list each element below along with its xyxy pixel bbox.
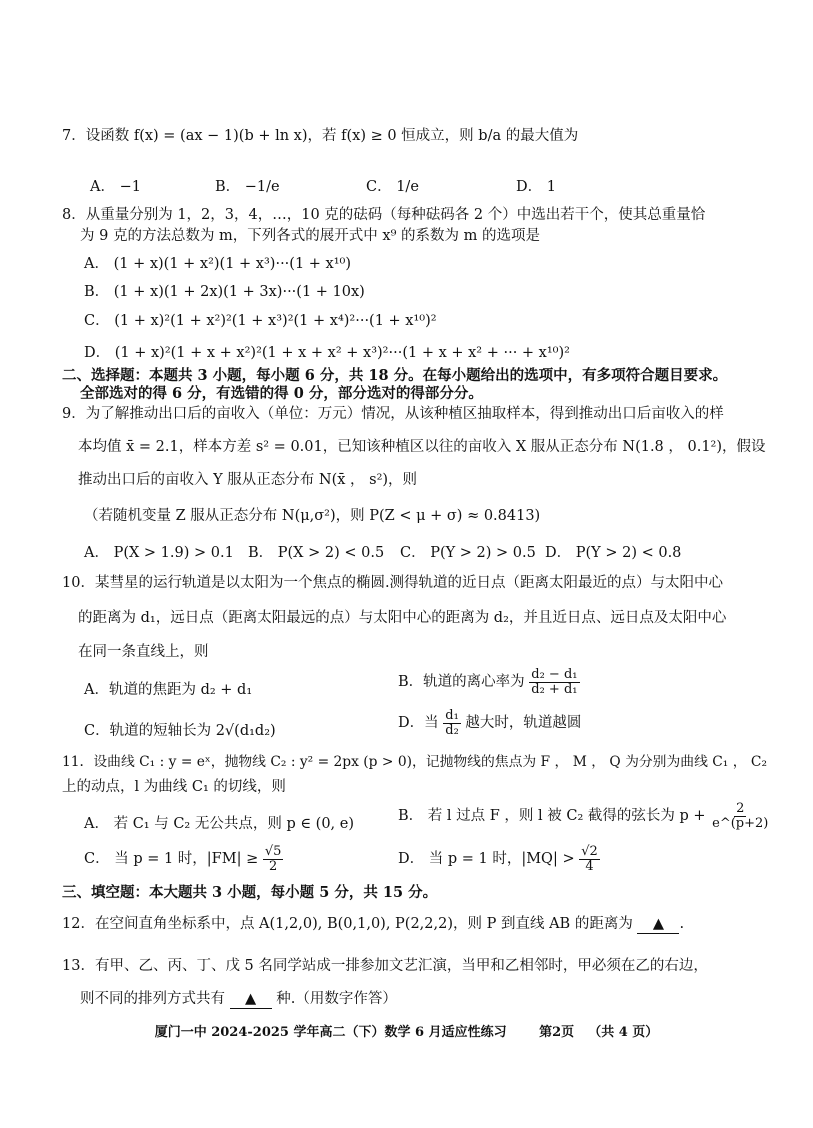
section2-header-line1: 二、选择题：本题共 3 小题，每小题 6 分，共 18 分。在每小题给出的选项中，有多项符合题目要求。: [62, 367, 728, 384]
q10-option-b-fraction: [529, 668, 579, 696]
q9-option-b: B． P(X > 2) < 0.5: [248, 545, 385, 561]
q8-stem-line2: 为 9 克的方法总数为 m，下列各式的展开式中 x⁹ 的系数为 m 的选项是: [80, 228, 540, 244]
q11-option-c: [84, 845, 283, 873]
q8-option-a: A． (1 + x)(1 + x²)(1 + x³)···(1 + x¹⁰): [84, 256, 351, 272]
q10-option-b: [398, 668, 580, 696]
q7-option-d: D． 1: [516, 179, 556, 195]
q12-end: .: [679, 916, 685, 932]
q11-option-b-numerator: 2: [736, 801, 745, 816]
q9-line2: 本均值 x̄ = 2.1，样本方差 s² = 0.01，已知该种植区以往的亩收入 X 服从正态分布 N(1.8 ， 0.1²)，假设: [78, 439, 766, 455]
q10-line3: 在同一条直线上，则: [78, 644, 209, 660]
q12-text: 12．在空间直角坐标系中，点 A(1,2,0), B(0,1,0), P(2,2,2)，则 P 到直线 AB 的距离为: [62, 916, 633, 932]
q10-line2: 的距离为 d₁，远日点（距离太阳最远的点）与太阳中心的距离为 d₂，并且近日点、远日点及太阳中心: [78, 610, 727, 626]
q9-line1: 9．为了解推动出口后的亩收入（单位：万元）情况，从该种植区抽取样本，得到推动出口后亩收入的样: [62, 406, 724, 422]
q10-line1: 10．某彗星的运行轨道是以太阳为一个焦点的椭圆.测得轨道的近日点（距离太阳最近的点）与太阳中心: [62, 575, 724, 591]
q10-option-d: [398, 709, 581, 737]
q11-option-a: A． 若 C₁ 与 C₂ 无公共点，则 p ∈ (0, e): [84, 816, 355, 832]
q12-line: [62, 916, 684, 934]
q7-option-a: A． −1: [90, 179, 141, 195]
q10-option-a: A．轨道的焦距为 d₂ + d₁: [84, 682, 253, 698]
q11-line1: 11．设曲线 C₁ : y = eˣ，抛物线 C₂ : y² = 2px (p > 0)，记抛物线的焦点为 F ， M ， Q 为分别为曲线 C₁ ， C₂: [62, 754, 767, 770]
q11-line2: 上的动点，l 为曲线 C₁ 的切线，则: [62, 779, 286, 795]
q7-option-b: B． −1/e: [215, 179, 280, 195]
q10-option-d-fraction: [443, 709, 461, 737]
q11-option-b-text: B． 若 l 过点 F ，则 l 被 C₂ 截得的弦长为 p +: [398, 808, 706, 825]
q13-line2: [80, 991, 397, 1009]
q13-line2-post: 种.（用数字作答）: [276, 991, 397, 1007]
footer-total-pages: （共 4 页）: [588, 1025, 659, 1040]
q12-answer-blank[interactable]: ▲: [637, 916, 679, 934]
footer-title: 厦门一中 2024-2025 学年高二（下）数学 6 月适应性练习: [154, 1025, 507, 1040]
q13-line1: 13．有甲、乙、丙、丁、戊 5 名同学站成一排参加文艺汇演，当甲和乙相邻时，甲必须在乙的右边，: [62, 958, 708, 974]
q11-option-b-fraction: [710, 802, 770, 830]
footer-page-number: 第2页: [539, 1025, 575, 1040]
q11-option-d-text: D． 当 p = 1 时，|MQ| >: [398, 851, 575, 868]
q11-option-b-denominator: e^(p+2): [712, 815, 769, 831]
section3-header: 三、填空题：本大题共 3 小题，每小题 5 分，共 15 分。: [62, 884, 438, 901]
q10-option-d-denominator: d₂: [445, 722, 459, 738]
q10-option-d-numerator: d₁: [445, 708, 459, 723]
q11-option-b: [398, 802, 770, 830]
q11-option-d: [398, 845, 600, 873]
q9-hint: （若随机变量 Z 服从正态分布 N(μ,σ²)，则 P(Z < μ + σ) ≈ 0.8413): [84, 508, 541, 524]
q8-option-d: D． (1 + x)²(1 + x + x²)²(1 + x + x² + x³)²···(1 + x + x² + ··· + x¹⁰)²: [84, 345, 570, 361]
section2-header-line2: 全部选对的得 6 分，有选错的得 0 分，部分选对的得部分分。: [80, 385, 483, 402]
page-footer: [0, 1021, 813, 1040]
q10-option-d-pre: D．当: [398, 715, 439, 732]
q8-option-c: C． (1 + x)²(1 + x²)²(1 + x³)²(1 + x⁴)²···(1 + x¹⁰)²: [84, 313, 437, 329]
q11-option-c-numerator: √5: [264, 844, 282, 859]
q9-option-c: C． P(Y > 2) > 0.5: [400, 545, 536, 561]
q8-option-b: B． (1 + x)(1 + 2x)(1 + 3x)···(1 + 10x): [84, 284, 365, 300]
q10-option-d-post: 越大时，轨道越圆: [465, 715, 582, 732]
q11-option-c-denominator: 2: [268, 858, 278, 874]
q9-option-a: A． P(X > 1.9) > 0.1: [84, 545, 234, 561]
q9-option-d: D． P(Y > 2) < 0.8: [545, 545, 682, 561]
q11-option-d-numerator: √2: [581, 844, 598, 859]
q11-option-d-denominator: 4: [585, 858, 594, 874]
q10-option-b-denominator: d₂ + d₁: [531, 681, 578, 697]
q11-option-c-fraction: [263, 845, 284, 873]
q13-answer-blank[interactable]: ▲: [230, 991, 272, 1009]
q13-line2-pre: 则不同的排列方式共有: [80, 991, 225, 1007]
q11-option-d-fraction: [579, 845, 600, 873]
q9-line3: 推动出口后的亩收入 Y 服从正态分布 N(x̄ ， s²)，则: [78, 472, 418, 488]
q8-stem-line1: 8．从重量分别为 1，2，3，4，…，10 克的砝码（每种砝码各 2 个）中选出若干个，使其总重量恰: [62, 207, 706, 223]
q10-option-c: C．轨道的短轴长为 2√(d₁d₂): [84, 723, 276, 739]
q7-stem: 7．设函数 f(x) = (ax − 1)(b + ln x)，若 f(x) ≥ 0 恒成立，则 b/a 的最大值为: [62, 128, 579, 144]
q10-option-b-numerator: d₂ − d₁: [531, 667, 578, 682]
q11-option-c-text: C． 当 p = 1 时，|FM| ≥: [84, 851, 259, 868]
q7-option-c: C． 1/e: [366, 179, 419, 195]
q10-option-b-text: B．轨道的离心率为: [398, 674, 525, 691]
